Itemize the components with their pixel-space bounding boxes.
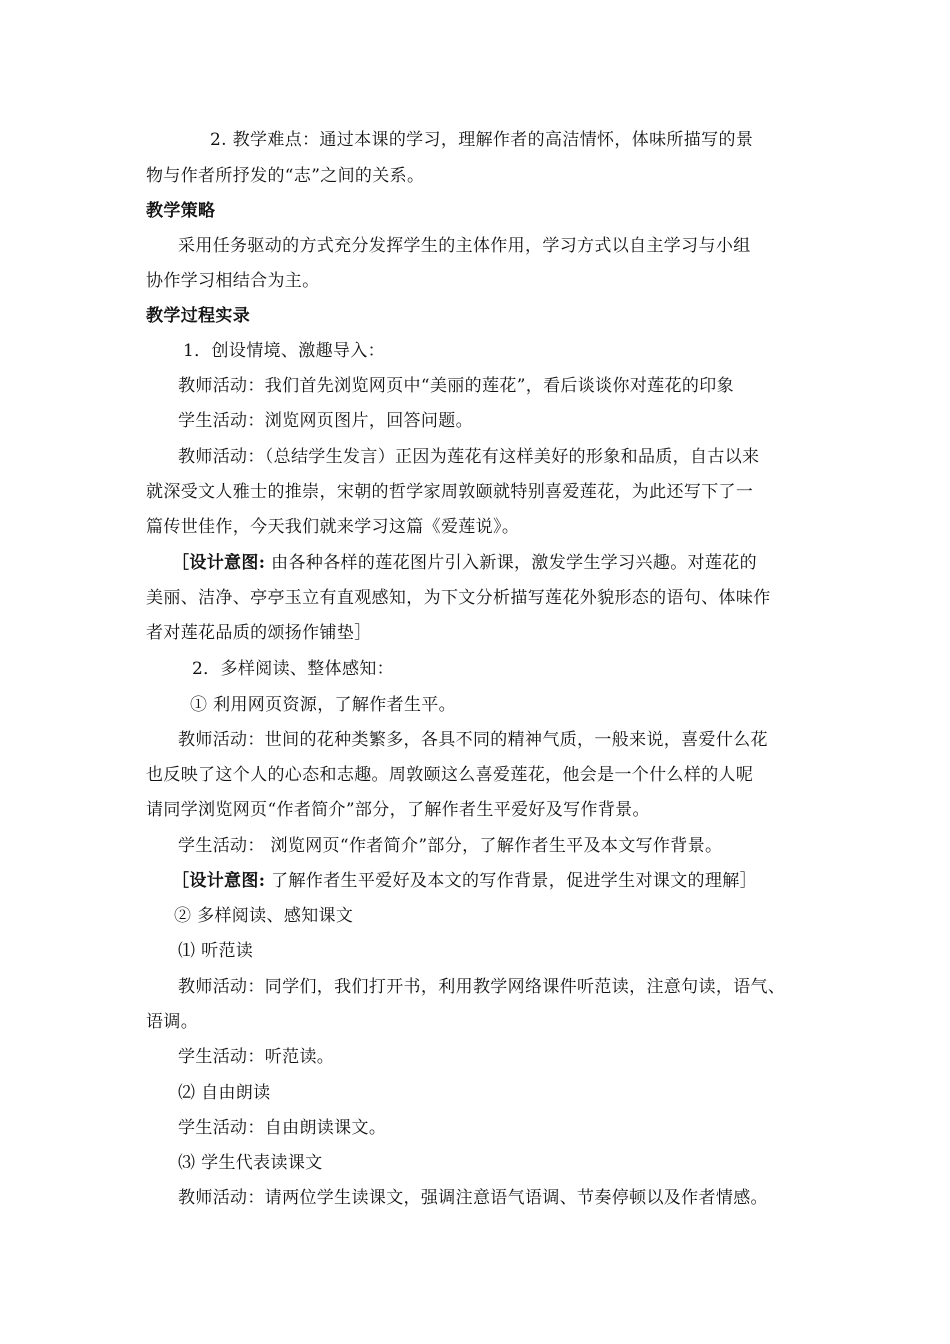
step2-teacher-activity-1-line-1: 教师活动：世间的花种类繁多，各具不同的精神气质，一般来说，喜爱什么花 — [178, 730, 768, 750]
step2-teacher-activity-1-line-2: 也反映了这个人的心态和志趣。周敦颐这么喜爱莲花，他会是一个什么样的人呢 — [146, 765, 754, 785]
step2-title: 2．多样阅读、整体感知： — [192, 659, 395, 679]
step1-design-intent-line-2: 美丽、洁净、亭亭玉立有直观感知，为下文分析描写莲花外貌形态的语句、体味作 — [146, 588, 771, 608]
step2-teacher-activity-2-line-1: 教师活动：同学们，我们打开书，利用教学网络课件听范读，注意句读，语气、 — [178, 977, 786, 997]
difficulty-line-1: 2. 教学难点：通过本课的学习，理解作者的高洁情怀，体味所描写的景 — [210, 130, 754, 150]
difficulty-line-2: 物与作者所抒发的“志”之间的关系。 — [146, 166, 425, 186]
process-heading: 教学过程实录 — [146, 306, 251, 326]
step1-title: 1．创设情境、激趣导入： — [183, 341, 386, 361]
step1-teacher-activity-2-line-1: 教师活动：（总结学生发言）正因为莲花有这样美好的形象和品质，自古以来 — [178, 447, 760, 467]
strategy-heading: 教学策略 — [146, 201, 216, 221]
step1-teacher-activity-1: 教师活动：我们首先浏览网页中“美丽的莲花”，看后谈谈你对莲花的印象 — [178, 376, 734, 396]
step2-sub-2: ② 多样阅读、感知课文 — [174, 906, 354, 926]
step2-student-activity-3: 学生活动：自由朗读课文。 — [178, 1118, 387, 1138]
step2-item-3: ⑶ 学生代表读课文 — [178, 1153, 323, 1173]
step1-design-intent-line-1 — [172, 551, 757, 575]
step2-student-activity-1: 学生活动： 浏览网页“作者简介”部分，了解作者生平及本文写作背景。 — [178, 836, 723, 856]
step2-design-intent — [172, 869, 757, 893]
step1-student-activity-1: 学生活动：浏览网页图片，回答问题。 — [178, 411, 473, 431]
strategy-line-1: 采用任务驱动的方式充分发挥学生的主体作用，学习方式以自主学习与小组 — [178, 236, 751, 256]
step2-item-1: ⑴ 听范读 — [178, 941, 254, 961]
step1-teacher-activity-2-line-3: 篇传世佳作，今天我们就来学习这篇《爱莲说》。 — [146, 517, 520, 537]
step2-teacher-activity-1-line-3: 请同学浏览网页“作者简介”部分，了解作者生平爱好及写作背景。 — [146, 800, 650, 820]
step2-teacher-activity-3: 教师活动：请两位学生读课文，强调注意语气语调、节奏停顿以及作者情感。 — [178, 1188, 768, 1208]
step1-teacher-activity-2-line-2: 就深受文人雅士的推崇，宋朝的哲学家周敦颐就特别喜爱莲花，为此还写下了一 — [146, 482, 754, 502]
step2-sub-1: ① 利用网页资源，了解作者生平。 — [190, 695, 457, 715]
strategy-line-2: 协作学习相结合为主。 — [146, 271, 320, 291]
design-intent-label: ［设计意图: — [172, 553, 266, 573]
design-intent-text: 了解作者生平爱好及本文的写作背景，促进学生对课文的理解］ — [265, 871, 757, 891]
design-intent-label: ［设计意图: — [172, 871, 266, 891]
step2-teacher-activity-2-line-2: 语调。 — [146, 1012, 199, 1032]
step2-student-activity-2: 学生活动：听范读。 — [178, 1047, 335, 1067]
step2-item-2: ⑵ 自由朗读 — [178, 1083, 271, 1103]
step1-design-intent-line-3: 者对莲花品质的颂扬作铺垫］ — [146, 623, 372, 643]
design-intent-text: 由各种各样的莲花图片引入新课，激发学生学习兴趣。对莲花的 — [265, 553, 757, 573]
